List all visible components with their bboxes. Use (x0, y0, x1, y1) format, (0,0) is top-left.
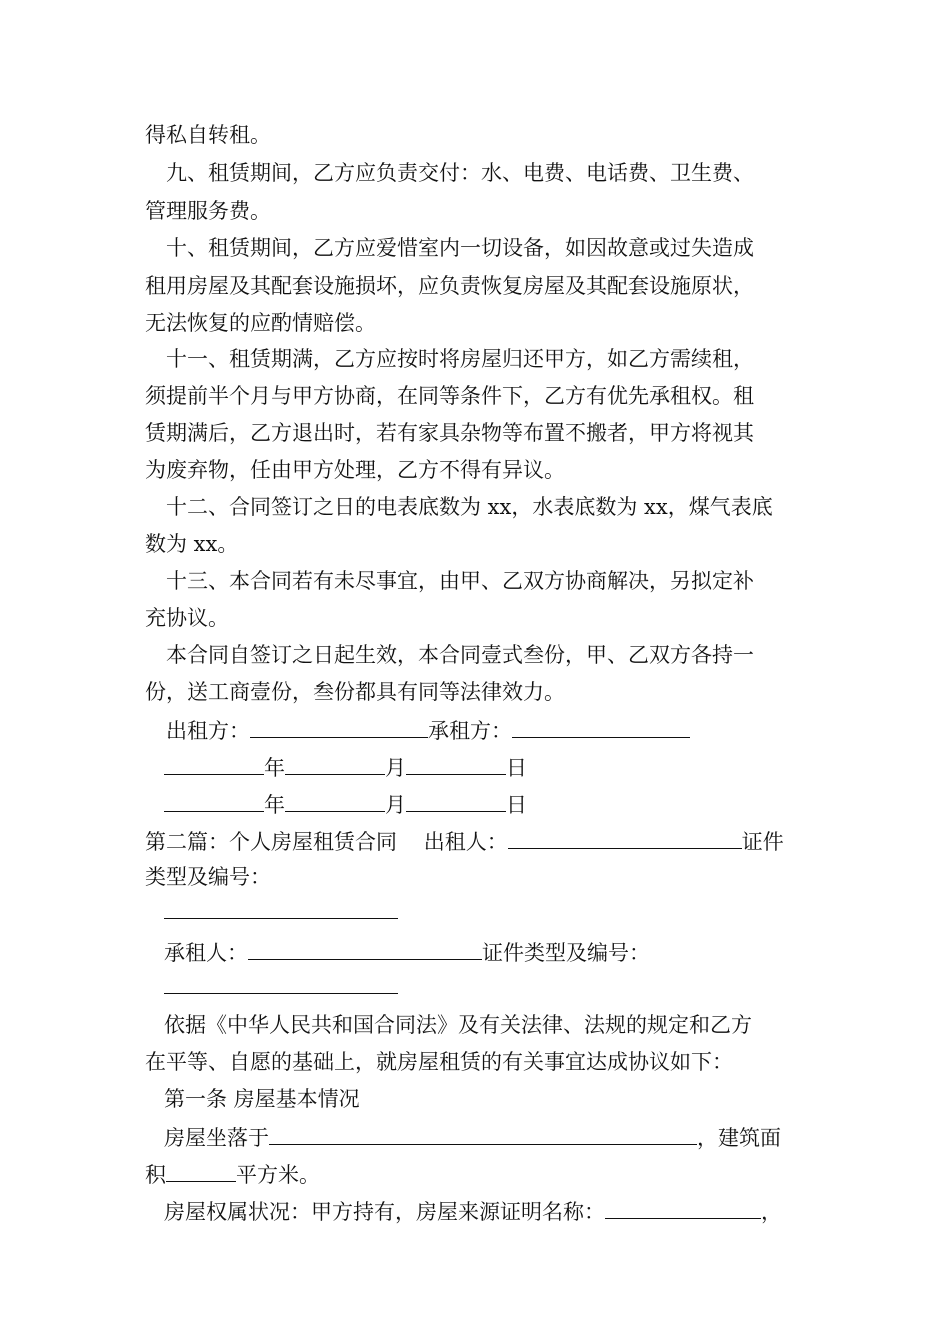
day-blank[interactable] (406, 789, 506, 812)
year-label: 年 (264, 756, 285, 780)
location-line (164, 1122, 781, 1152)
text-line: 须提前半个月与甲方协商，在同等条件下，乙方有优先承租权。租 (145, 384, 754, 408)
part2-lessee-id-label: 证件类型及编号： (482, 941, 650, 965)
text-line: 管理服务费。 (145, 199, 271, 223)
date-line (164, 789, 527, 819)
text-line: 租用房屋及其配套设施损坏，应负责恢复房屋及其配套设施原状， (145, 274, 754, 298)
month-blank[interactable] (285, 752, 385, 775)
text-line: 充协议。 (145, 606, 229, 630)
text-line: 赁期满后，乙方退出时，若有家具杂物等布置不搬者，甲方将视其 (145, 421, 754, 445)
text-line: 份，送工商壹份，叁份都具有同等法律效力。 (145, 680, 565, 704)
ownership-line (164, 1196, 782, 1226)
text-line: 为废弃物，任由甲方处理，乙方不得有异议。 (145, 458, 565, 482)
text-line: 十三、本合同若有未尽事宜，由甲、乙双方协商解决，另拟定补 (166, 569, 754, 593)
area-line (145, 1159, 320, 1189)
lessee-id-blank[interactable] (164, 992, 398, 994)
part2-id-tail: 证件 (741, 830, 784, 854)
text-line: 九、租赁期间，乙方应负责交付：水、电费、电话费、卫生费、 (166, 161, 754, 185)
text-line: 依据《中华人民共和国合同法》及有关法律、法规的规定和乙方 (164, 1013, 752, 1037)
area-tail: ，建筑面 (697, 1126, 781, 1150)
text-line: 类型及编号： (145, 865, 271, 889)
part2-lessee-blank[interactable] (248, 937, 482, 960)
text-line: 十、租赁期间，乙方应爱惜室内一切设备，如因故意或过失造成 (166, 236, 754, 260)
text-line: 本合同自签订之日起生效，本合同壹式叁份，甲、乙双方各持一 (166, 643, 754, 667)
lessee-label: 承租方： (428, 719, 512, 743)
text-line: 在平等、自愿的基础上，就房屋租赁的有关事宜达成协议如下： (145, 1050, 733, 1074)
day-label: 日 (506, 756, 527, 780)
date-line (164, 752, 527, 782)
text-line: 得私自转租。 (145, 123, 271, 147)
month-label: 月 (385, 756, 406, 780)
text-line: 无法恢复的应酌情赔偿。 (145, 311, 376, 335)
text-line: 十二、合同签订之日的电表底数为 xx，水表底数为 xx，煤气表底 (166, 495, 773, 519)
location-blank[interactable] (269, 1122, 697, 1145)
day-label: 日 (506, 793, 527, 817)
month-blank[interactable] (285, 789, 385, 812)
lessee-blank[interactable] (512, 715, 690, 738)
area-blank[interactable] (166, 1159, 236, 1182)
part2-lessee-label: 承租人： (164, 941, 248, 965)
lessor-label: 出租方： (166, 719, 250, 743)
year-blank[interactable] (164, 789, 264, 812)
year-label: 年 (264, 793, 285, 817)
article-heading: 第一条 房屋基本情况 (164, 1087, 360, 1111)
area-prefix: 积 (145, 1163, 166, 1187)
signature-line (166, 715, 690, 745)
lessor-id-blank[interactable] (164, 917, 398, 919)
ownership-blank[interactable] (605, 1196, 761, 1219)
lessor-blank[interactable] (250, 715, 428, 738)
text-line: 十一、租赁期满，乙方应按时将房屋归还甲方，如乙方需续租， (166, 347, 754, 371)
part2-lessor-blank[interactable] (508, 826, 742, 849)
ownership-tail: ， (761, 1200, 782, 1224)
part2-lessor-label: 出租人： (423, 830, 508, 854)
day-blank[interactable] (406, 752, 506, 775)
ownership-label: 房屋权属状况：甲方持有，房屋来源证明名称： (164, 1200, 605, 1224)
area-unit: 平方米。 (236, 1163, 320, 1187)
part2-heading: 第二篇：个人房屋租赁合同 (145, 830, 397, 854)
part2-lessee-line (164, 937, 650, 967)
location-label: 房屋坐落于 (164, 1126, 269, 1150)
month-label: 月 (385, 793, 406, 817)
text-line: 数为 xx。 (145, 532, 239, 556)
part2-heading-line (145, 826, 784, 856)
year-blank[interactable] (164, 752, 264, 775)
